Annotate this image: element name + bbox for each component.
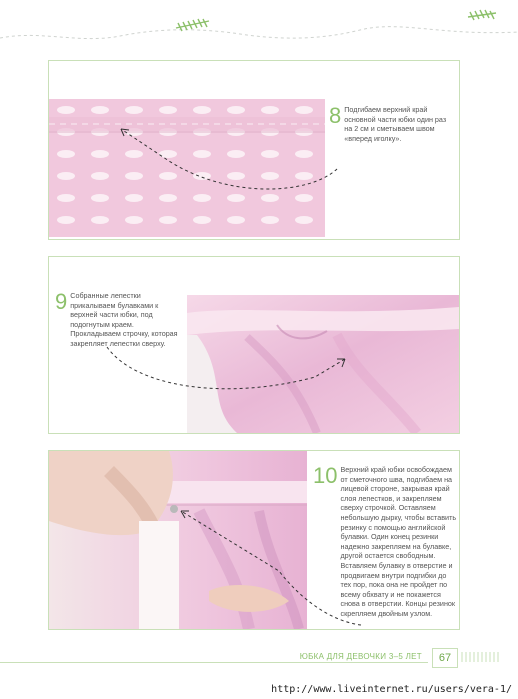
pointer-arrow [109,121,339,201]
step-number: 9 [55,289,68,314]
footer-title: ЮБКА ДЛЯ ДЕВОЧКИ 3–5 ЛЕТ [299,652,422,661]
ruler-ticks-decoration [460,652,518,662]
step-10-panel [48,450,460,630]
page-number: 67 [432,648,458,668]
stitch-decoration-icon [468,10,496,20]
step-text: Подгибаем верхний край основной части юбки один раз на 2 см и сметываем швом «вперед иголку». [344,105,447,143]
step-text: Собранные лепестки прикалываем булавками к верхней части юбки, под подогнутым краем. Прокладываем строчку, которая закрепляет лепестки сверху. [70,291,178,348]
step-number: 10 [313,463,338,488]
step-9-panel [48,256,460,434]
decorative-wave-line [0,0,518,50]
step-9 [55,291,185,349]
page-footer [0,648,518,668]
footer-divider [0,662,428,663]
step-number: 8 [329,103,342,128]
watermark-url: http://www.liveinternet.ru/users/vera-1/ [271,684,512,695]
stitch-decoration-icon [176,19,209,31]
step-8 [329,105,453,143]
step-text: Верхний край юбки освобождаем от сметочного шва, подгибаем на лицевой стороне, закрывая край слоя лепестков, и закрепляем сверху строчкой. Оставляем небольшую дырку, чтобы вставить резинку с помощью английской булавки. Один конец резинки надежно закрепляем на булавке, другой остается свободным. Вставляем булавку в отверстие и продвигаем внутри подгибки до тех пор, пока она не пройдет по всему обхвату и не покажется снова в отверстии. Концы резинок скрепляем двойным узлом. [340,465,457,618]
step-8-panel [48,60,460,240]
step-10 [313,465,457,619]
